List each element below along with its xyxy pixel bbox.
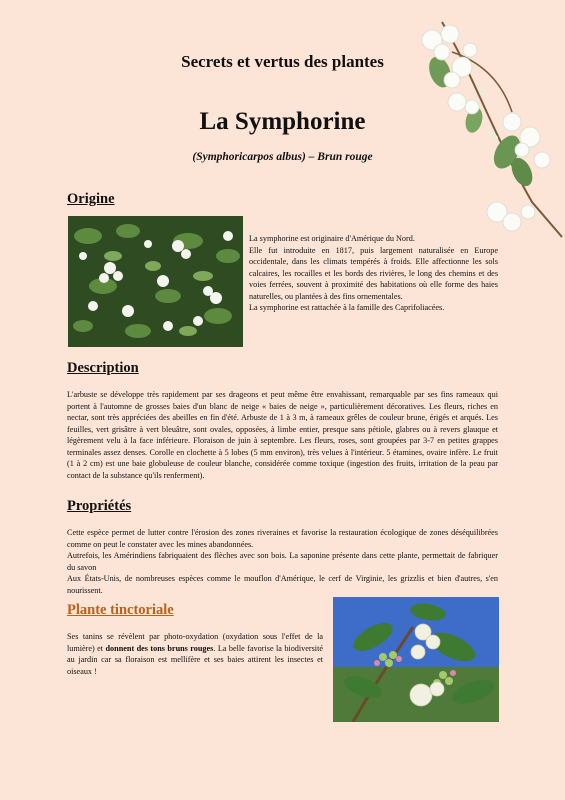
origine-paragraph: Elle fut introduite en 1817, puis largement naturalisée en Europe occidentale, dans les climats tempérés à froids. Elle affectionne les sols calcaires, les rocailles et les bords des rivières, le long des chemins et des voies ferrées, souvent à proximité des habitations où elle forme des haies naturelles, ou plantées à des fins ornementales. [249,245,498,301]
origine-paragraph: La symphorine est originaire d'Amérique du Nord. [249,234,415,243]
origine-text [249,233,498,314]
tinctoriale-text-start: Ses tanins se révèlent par photo-oxydation (oxydation sous l'effet de la lumière) et [67,632,323,653]
proprietes-text [67,527,498,596]
section-heading-origine: Origine [67,191,115,207]
proprietes-paragraph: Aux États-Unis, de nombreuses espèces comme le mouflon d'Amérique, le cerf de Virginie, les grizzlis et bien d'autres, s'en nourissent. [67,574,498,595]
proprietes-paragraph: Autrefois, les Amérindiens fabriquaient des flèches avec son bois. La saponine présente dans cette plante, permettait de fabriquer du savon [67,551,498,572]
section-heading-tinctoriale: Plante tinctoriale [67,602,174,618]
snowberry-bush-photo [68,216,243,347]
section-heading-description: Description [67,360,139,376]
origine-paragraph: La symphorine est rattachée à la famille des Caprifoliacées. [249,303,445,312]
page-title: La Symphorine [199,108,366,135]
section-heading-proprietes: Propriétés [67,498,132,514]
proprietes-paragraph: Cette espèce permet de lutter contre l'érosion des zones riveraines et favorise la restauration écologique de zones déséquilibrées comme on peut le constater avec les mines abandonnées. [67,528,498,549]
page-subtitle: (Symphoricarpos albus) – Brun rouge [192,151,373,163]
description-text: L'arbuste se développe très rapidement par ses drageons et peut même être envahissant, remarquable par ses fins rameaux qui portent à l'automne de grosses baies d'un blanc de neige « baies de neige », particulièrement décoratives. Les fleurs, riches en nectar, sont très appréciées des abeilles en fin d'été. Arbuste de 1 à 3 m, à rameaux grêles de couleur brune, érigés et arqués. Les feuilles, vert grisâtre à vert bleuâtre, sont ovales, opposées, à limbe entier, presque sans pétiole, glabres ou à revers glauque et légèrement velu à la face inférieure. Floraison de juin à septembre. Les fleurs, roses, sont groupées par 3-7 en petites grappes terminales assez denses. Corolle en clochette à 5 lobes (5 mm environ), très velues à l'intérieur. 5 étamines, ovaire infère. Le fruit (1 à 2 cm) est une baie globuleuse de couleur blanche, considérée comme toxique (ingestion des fruits, irritation de la peau par contact de la substance qu'ils renferment). [67,390,498,480]
tinctoriale-text [67,631,323,677]
snowberry-fruit-photo [333,597,499,722]
header-title: Secrets et vertus des plantes [181,52,384,71]
tinctoriale-text-bold: donnent des tons bruns rouges [105,643,214,653]
tinctoriale-text-end: . La belle favorise la biodiversité au jardin car sa floraison est mellifère et ses baies attirent les insectes et oiseaux ! [67,643,323,676]
